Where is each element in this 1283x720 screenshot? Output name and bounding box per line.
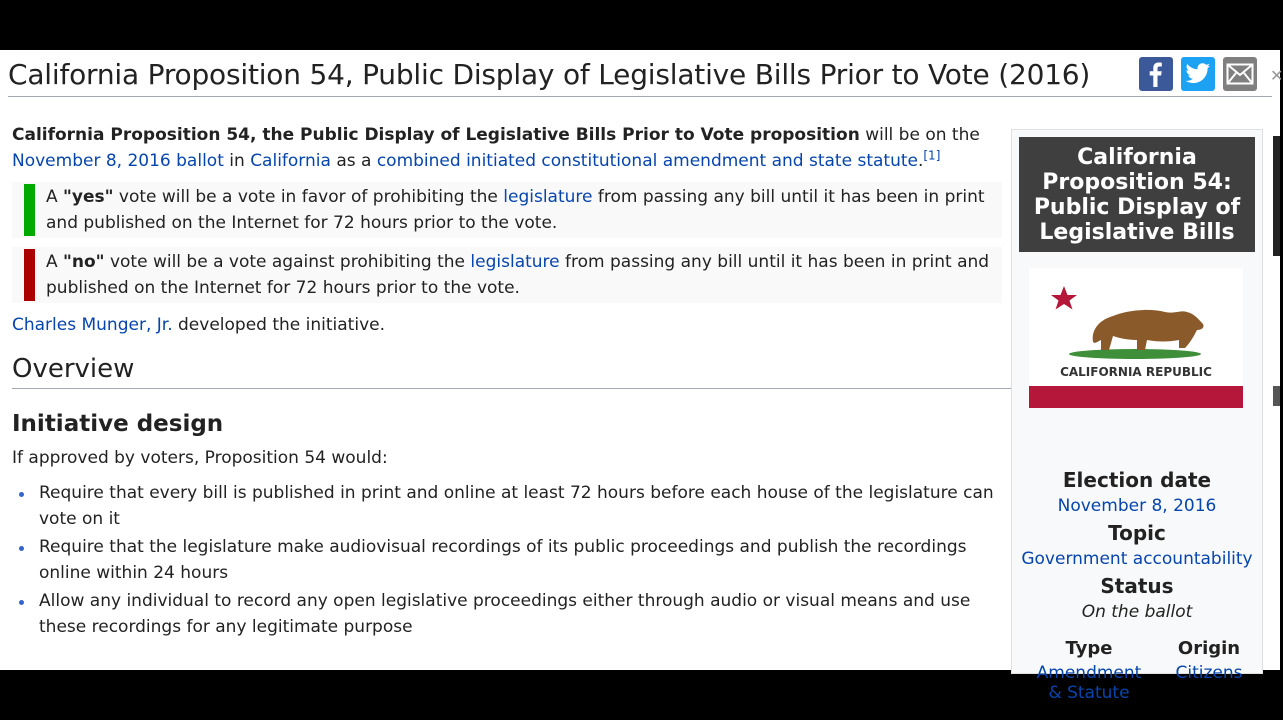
email-share-button[interactable] [1223, 57, 1257, 91]
list-item: Allow any individual to record any open legislative proceedings either through audio or visual means and use these recordings for any legitimate purpose [39, 588, 1002, 640]
lead-bold: California Proposition 54, the Public Display of Legislative Bills Prior to Vote proposition [12, 125, 860, 145]
page [0, 50, 1283, 703]
status-label: Status [1100, 574, 1174, 598]
email-icon [1226, 63, 1254, 85]
yes-legislature-link[interactable]: legislature [503, 187, 593, 207]
list-item: Require that the legislature make audiovisual recordings of its public proceedings and publish the recordings online within 24 hours [39, 534, 1002, 586]
status-value: On the ballot [1081, 602, 1193, 622]
yes-word: "yes" [63, 187, 114, 207]
california-flag-icon [1029, 268, 1243, 408]
lead-paragraph [12, 122, 1002, 174]
yes-bar [24, 184, 35, 236]
election-date-row [1012, 496, 1262, 516]
no-word: "no" [63, 252, 105, 272]
yes-text-1: vote will be a vote in favor of prohibiting the [113, 187, 504, 207]
no-legislature-link[interactable]: legislature [470, 252, 560, 272]
provisions-list [12, 480, 1002, 640]
no-bar [24, 249, 35, 301]
type-value-2-row [1024, 683, 1154, 703]
election-date-label: Election date [1062, 468, 1212, 492]
measure-type-link[interactable]: combined initiated constitutional amendment and state statute [376, 151, 918, 171]
article-body [12, 122, 1002, 664]
no-pre: A [46, 252, 64, 272]
type-label: Type [1065, 638, 1113, 659]
yes-text-2: from passing any bill until it has been in print and published on the Internet for 72 hours prior to the vote. [46, 187, 985, 233]
twitter-icon [1185, 63, 1211, 85]
topic-label: Topic [1108, 521, 1166, 545]
origin-link[interactable]: Citizens [1175, 663, 1243, 683]
page-title: California Proposition 54, Public Display of Legislative Bills Prior to Vote (2016) [8, 58, 1091, 91]
close-icon[interactable]: ✕ [1270, 66, 1283, 85]
facebook-share-button[interactable] [1139, 57, 1173, 91]
overview-heading: Overview [12, 356, 1012, 389]
topic-row [1012, 549, 1262, 569]
developer-link[interactable]: Charles Munger, Jr. [12, 315, 173, 335]
origin-value-row [1162, 663, 1256, 683]
lead-text-2: in [223, 151, 251, 171]
lead-text-1: will be on the [859, 125, 980, 145]
reference-link[interactable]: [1] [923, 148, 941, 163]
developer-paragraph [12, 312, 1002, 338]
statute-link[interactable]: & Statute [1048, 683, 1130, 703]
origin-label: Origin [1177, 638, 1241, 659]
lead-text-3: as a [330, 151, 377, 171]
edge-block-2 [1273, 386, 1280, 406]
infobox [1011, 129, 1263, 703]
facebook-icon [1144, 61, 1168, 87]
california-link[interactable]: California [250, 151, 331, 171]
edge-block-1 [1273, 136, 1280, 256]
yes-pre: A [46, 187, 64, 207]
type-value-1-row [1024, 663, 1154, 683]
type-link[interactable]: Amendment [1036, 663, 1142, 683]
ballot-link[interactable]: ballot [176, 151, 224, 171]
no-text-1: vote will be a vote against prohibiting the [104, 252, 471, 272]
lead-text-4: . [917, 151, 924, 171]
flag-text: CALIFORNIA REPUBLIC [1060, 365, 1212, 379]
twitter-share-button[interactable] [1181, 57, 1215, 91]
title-divider [8, 96, 1272, 97]
list-item: Require that every bill is published in print and online at least 72 hours before each house of the legislature can vote on it [39, 480, 1002, 532]
infobox-election-date-link[interactable]: November 8, 2016 [1057, 496, 1217, 516]
adjacent-panel-edge [1273, 136, 1280, 656]
election-date-link[interactable]: November 8, 2016 [12, 151, 171, 171]
origin-column [1162, 638, 1256, 683]
initiative-design-heading: Initiative design [12, 411, 224, 437]
yes-vote-box [12, 182, 1002, 238]
no-text-2: from passing any bill until it has been in print and published on the Internet for 72 hours prior to the vote. [46, 252, 990, 298]
intro-text: If approved by voters, Proposition 54 would: [12, 448, 388, 468]
no-vote-box [12, 247, 1002, 303]
developer-text: developed the initiative. [172, 315, 385, 335]
infobox-title: California Proposition 54: Public Display of Legislative Bills [1019, 137, 1255, 252]
topic-link[interactable]: Government accountability [1021, 549, 1253, 569]
next-heading-cut [12, 654, 1002, 664]
type-column [1024, 638, 1154, 703]
